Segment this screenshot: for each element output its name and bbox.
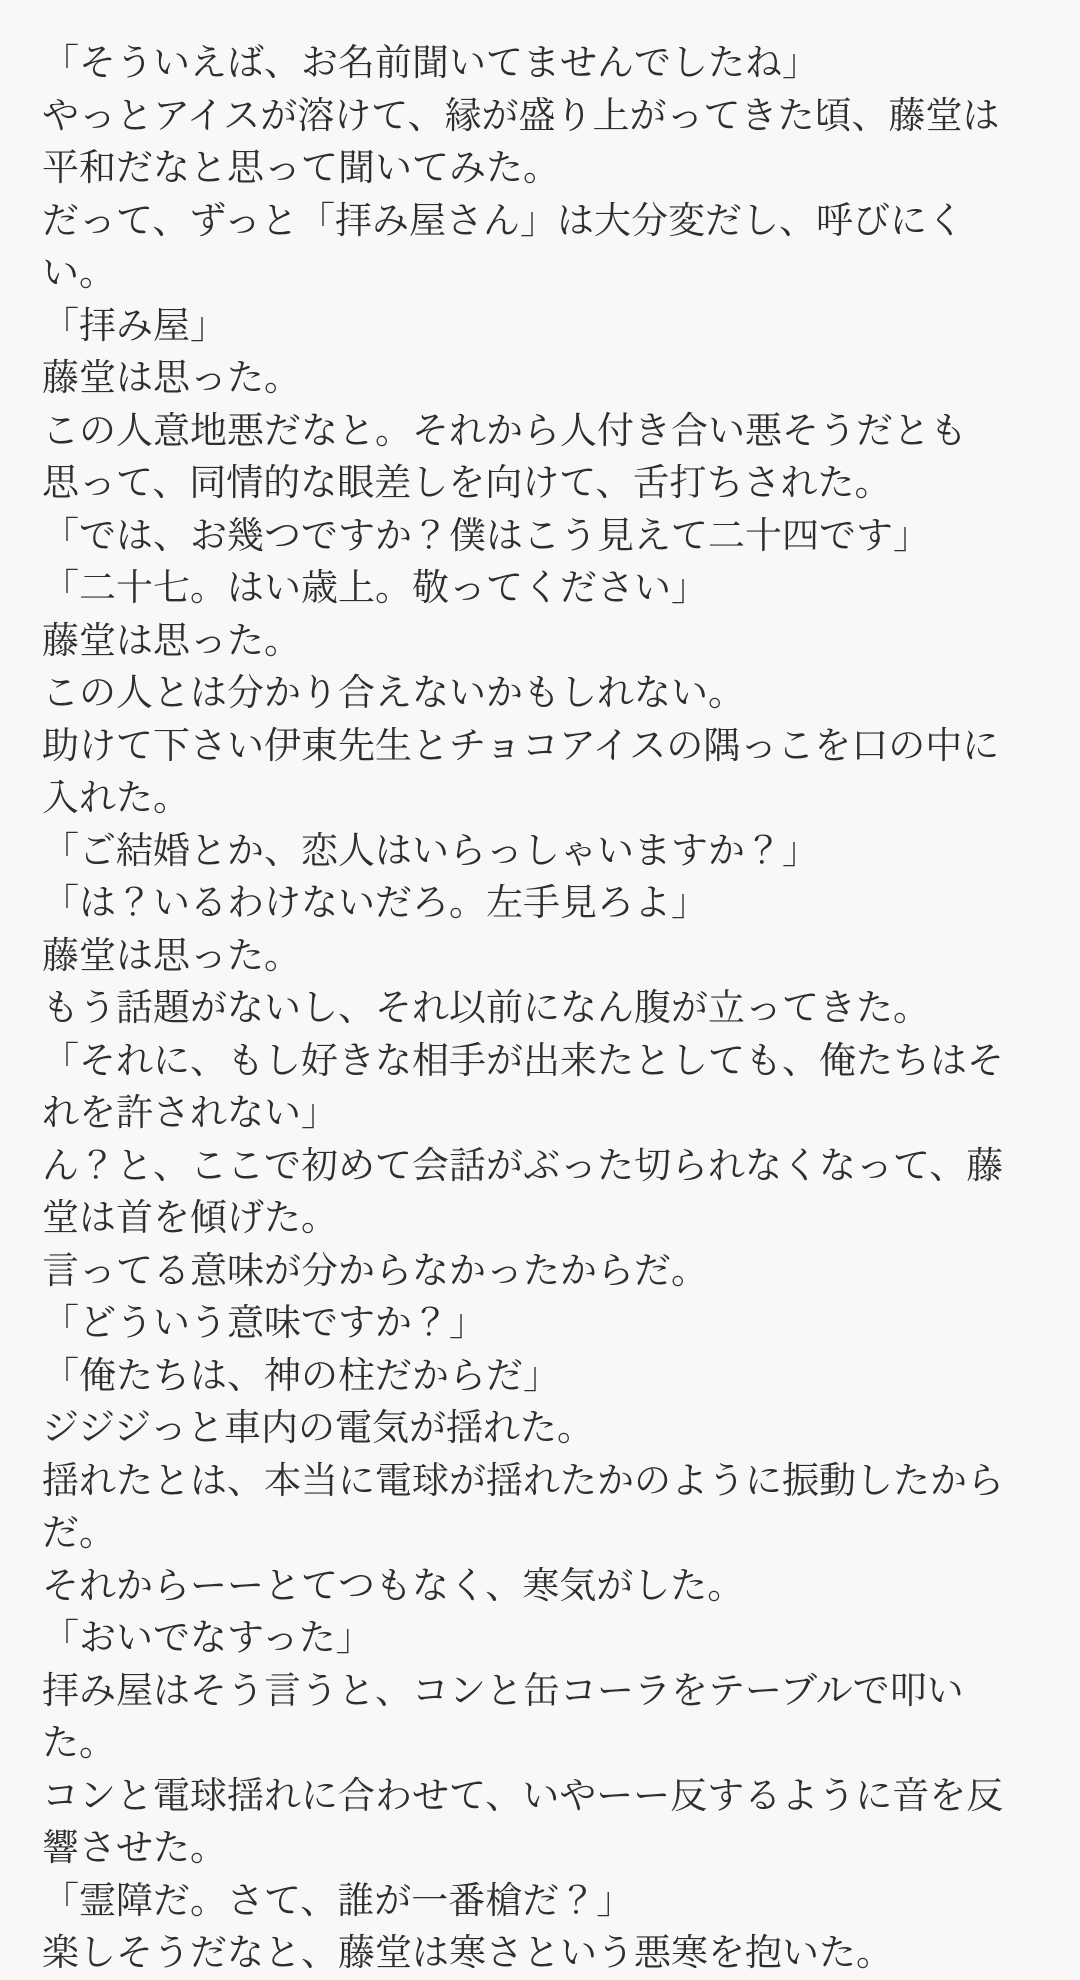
- paragraph: 揺れたとは、本当に電球が揺れたかのように振動したからだ。: [42, 1459, 1004, 1553]
- paragraph: 「霊障だ。さて、誰が一番槍だ？」: [42, 1879, 634, 1921]
- paragraph: それからーーとてつもなく、寒気がした。: [42, 1564, 745, 1606]
- paragraph: 「俺たちは、神の柱だからだ」: [42, 1354, 560, 1396]
- paragraph: 「おいでなすった」: [42, 1617, 373, 1658]
- paragraph: 「二十七。はい歳上。敬ってください」: [42, 567, 708, 608]
- paragraph: 藤堂は思った。: [42, 357, 301, 398]
- paragraph: ジジジっと車内の電気が揺れた。: [42, 1407, 595, 1448]
- paragraph: 「ご結婚とか、恋人はいらっしゃいますか？」: [42, 829, 819, 871]
- paragraph: 「は？いるわけないだろ。左手見ろよ」: [42, 882, 708, 923]
- paragraph: 「では、お幾つですか？僕はこう見えて二十四です」: [42, 514, 930, 556]
- paragraph: だって、ずっと「拝み屋さん」は大分変だし、呼びにくい。: [42, 199, 965, 293]
- paragraph: この人とは分かり合えないかもしれない。: [42, 672, 745, 713]
- paragraph: 藤堂は思った。: [42, 934, 301, 976]
- paragraph: やっとアイスが溶けて、縁が盛り上がってきた頃、藤堂は平和だなと思って聞いてみた。: [42, 94, 1000, 188]
- paragraph: 「そういえば、お名前聞いてませんでしたね」: [42, 42, 819, 83]
- paragraph: 助けて下さい伊東先生とチョコアイスの隅っこを口の中に入れた。: [42, 724, 1000, 818]
- paragraph: 拝み屋はそう言うと、コンと缶コーラをテーブルで叩いた。: [42, 1669, 964, 1763]
- paragraph: 藤堂は思った。: [42, 619, 301, 661]
- paragraph: 言ってる意味が分からなかったからだ。: [42, 1249, 708, 1291]
- paragraph: もう話題がないし、それ以前になん腹が立ってきた。: [42, 987, 930, 1028]
- paragraph: コンと電球揺れに合わせて、いやーー反するように音を反響させた。: [42, 1774, 1004, 1868]
- paragraph: ん？と、ここで初めて会話がぶった切られなくなって、藤堂は首を傾げた。: [42, 1144, 1004, 1238]
- paragraph: 楽しそうだなと、藤堂は寒さという悪寒を抱いた。: [42, 1932, 893, 1973]
- paragraph: 「どういう意味ですか？」: [42, 1302, 486, 1343]
- paragraph: 「拝み屋」: [42, 304, 227, 346]
- paragraph: この人意地悪だなと。それから人付き合い悪そうだとも思って、同情的な眼差しを向けて、舌打ちされた。: [42, 409, 967, 503]
- paragraph: 「それに、もし好きな相手が出来たとしても、俺たちはそれを許されない」: [42, 1039, 1004, 1133]
